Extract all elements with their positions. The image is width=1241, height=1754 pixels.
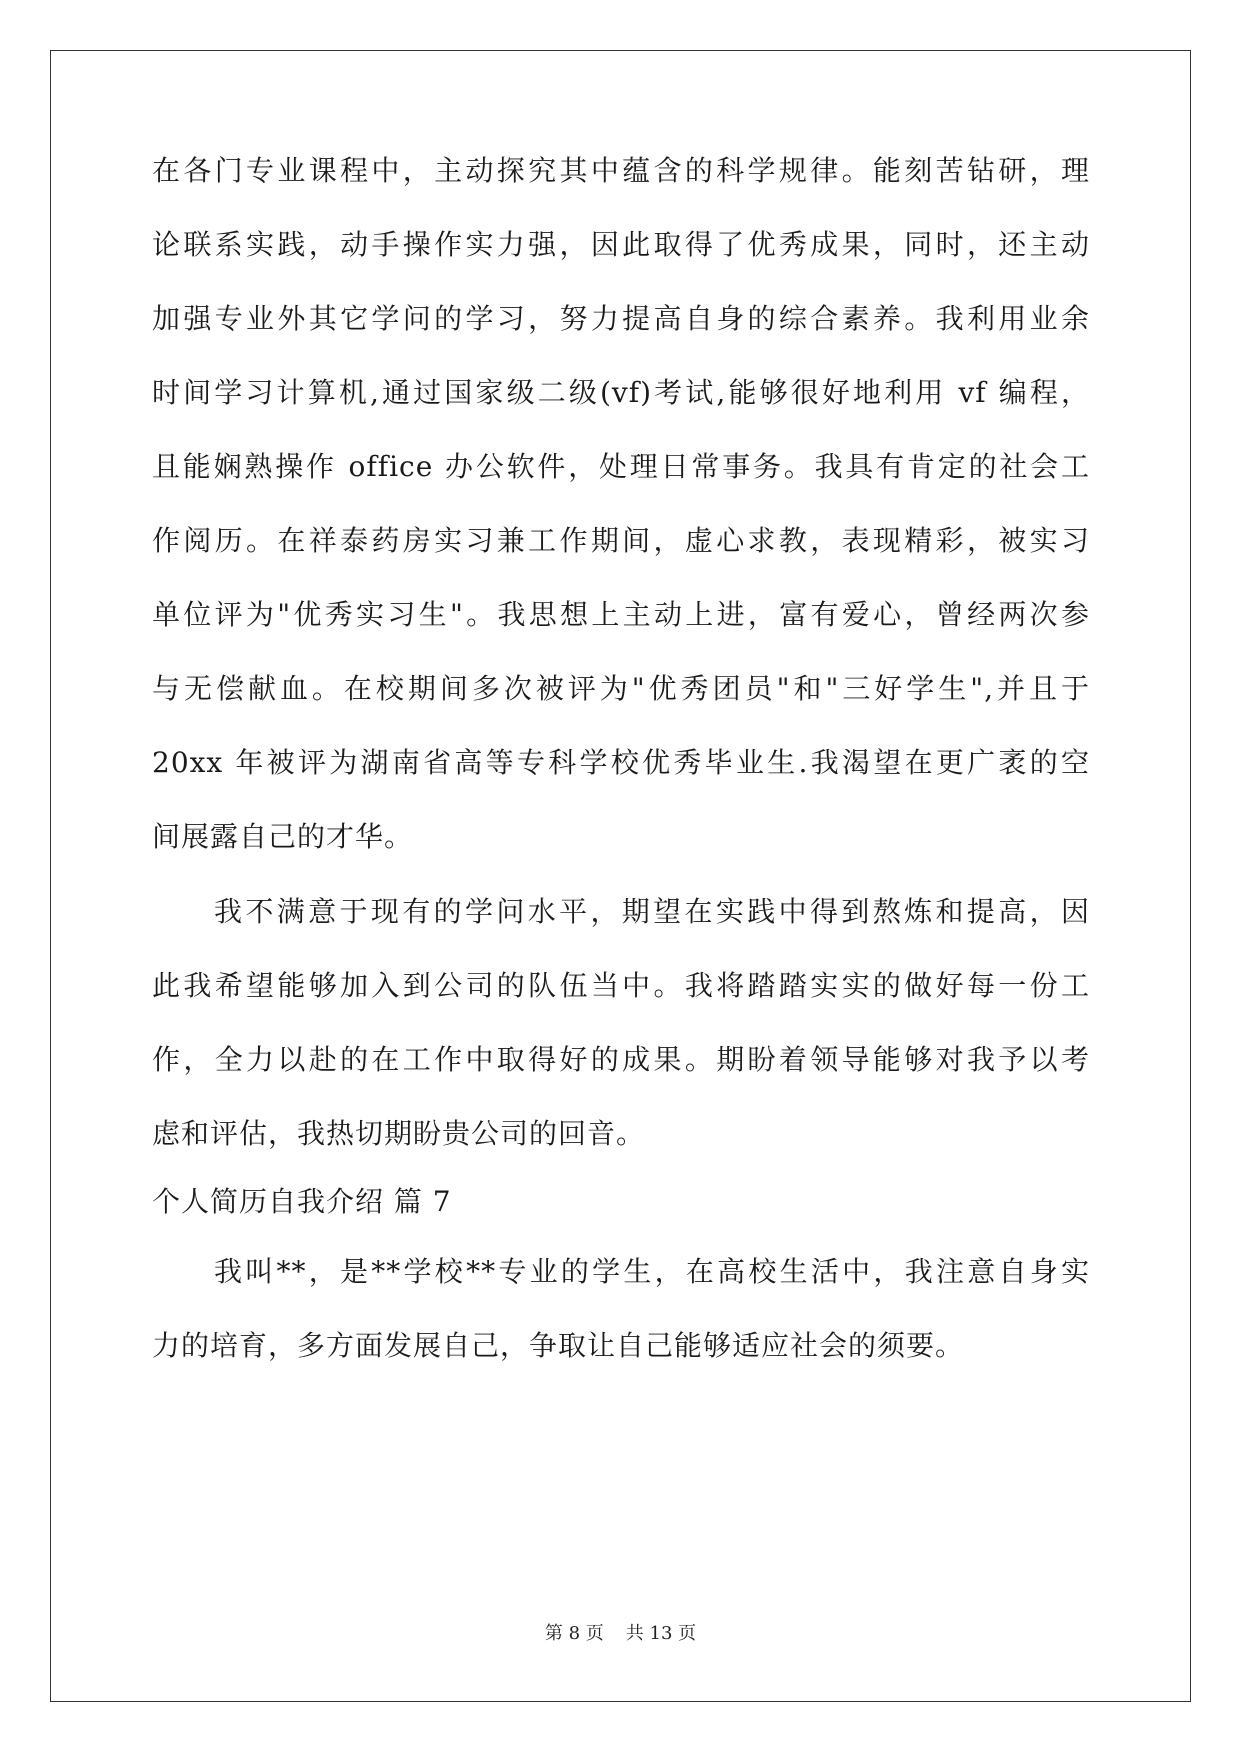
text-line: 在各门专业课程中，主动探究其中蕴含的科学规律。能刻苦钻研，理	[152, 154, 1090, 187]
text-line: 作，全力以赴的在工作中取得好的成果。期盼着领导能够对我予以考	[152, 1043, 1090, 1076]
text-line: 此我希望能够加入到公司的队伍当中。我将踏踏实实的做好每一份工	[152, 969, 1090, 1002]
paragraph-first-line: 我叫**，是**学校**专业的学生，在高校生活中，我注意自身实	[214, 1255, 1090, 1288]
page-border	[50, 50, 1191, 1702]
text-line: 力的培育，多方面发展自己，争取让自己能够适应社会的须要。	[152, 1329, 965, 1362]
text-line: 单位评为"优秀实习生"。我思想上主动上进，富有爱心，曾经两次参	[152, 598, 1090, 631]
text-line: 加强专业外其它学问的学习，努力提高自身的综合素养。我利用业余	[152, 302, 1090, 335]
text-line: 且能娴熟操作 office 办公软件，处理日常事务。我具有肯定的社会工	[152, 450, 1090, 483]
text-line: 20xx 年被评为湖南省高等专科学校优秀毕业生.我渴望在更广袤的空	[152, 746, 1090, 779]
text-line: 虑和评估，我热切期盼贵公司的回音。	[152, 1117, 646, 1150]
text-line: 时间学习计算机,通过国家级二级(vf)考试,能够很好地利用 vf 编程，	[152, 376, 1090, 409]
page-number-current: 第 8 页	[544, 1623, 604, 1644]
page-footer	[0, 1622, 1241, 1646]
text-line: 作阅历。在祥泰药房实习兼工作期间，虚心求教，表现精彩，被实习	[152, 524, 1090, 557]
section-heading: 个人简历自我介绍 篇 7	[152, 1185, 452, 1218]
text-line: 论联系实践，动手操作实力强，因此取得了优秀成果，同时，还主动	[152, 228, 1090, 261]
text-line: 与无偿献血。在校期间多次被评为"优秀团员"和"三好学生",并且于	[152, 672, 1090, 705]
text-line: 间展露自己的才华。	[152, 820, 414, 853]
paragraph-first-line: 我不满意于现有的学问水平，期望在实践中得到熬炼和提高，因	[214, 895, 1090, 928]
page-number-total: 共 13 页	[625, 1623, 697, 1644]
